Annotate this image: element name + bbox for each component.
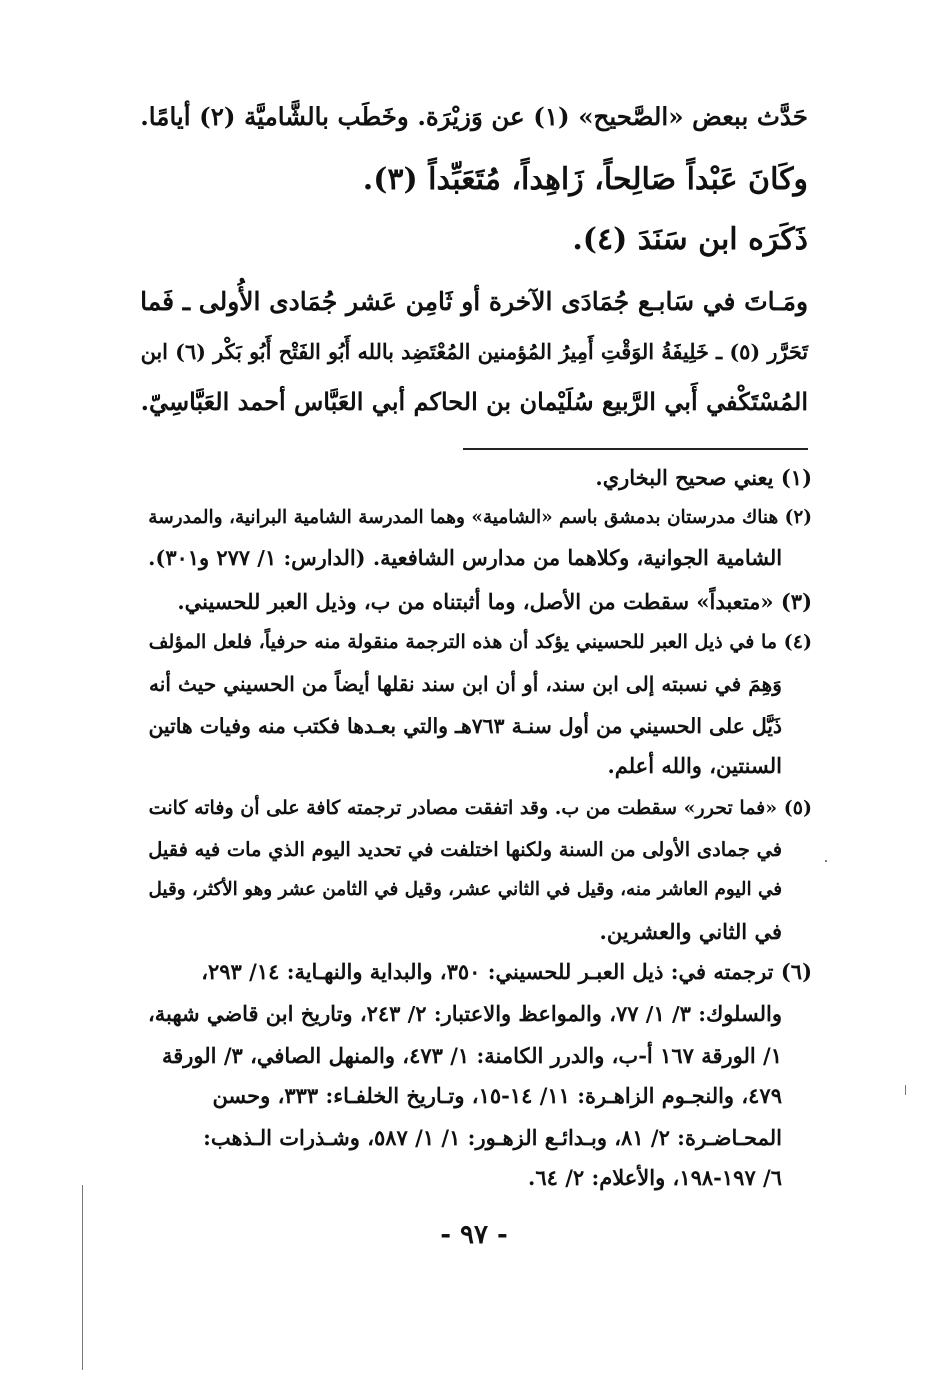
main-line-6: المُسْتَكْفي أَبي الرَّبيع سُلَيْمان بن الحاكم أبي العَبَّاس أحمد العَبَّاسِيّ.	[140, 387, 808, 416]
main-line-5: تَحَرَّر (٥) ـ خَلِيفَةُ الوَقْتِ أَمِيرُ المُؤمنين المُعْتَضِد بالله أَبُو الفَتْح أَبُو بَكْر (٦) ابن	[140, 340, 808, 364]
main-line-3: ذَكَرَه ابن سَنَدَ (٤).	[572, 222, 808, 257]
main-line-1: حَدَّث ببعض «الصَّحيح» (١) عن وَزيْرَة. وخَطَب بالشَّاميَّة (٢) أيامًا.	[140, 102, 808, 131]
scan-dot-artifact	[905, 1085, 906, 1095]
footnote-line: (٤) ما في ذيل العبر للحسيني يؤكد أن هذه الترجمة منقولة منه حرفياً، فلعل المؤلف	[148, 631, 812, 653]
scan-line-artifact	[82, 1185, 83, 1370]
footnote-line: (١) يعني صحيح البخاري.	[595, 465, 812, 490]
main-line-2: وكَانَ عَبْداً صَالِحاً، زَاهِداً، مُتَعَبِّداً (٣).	[362, 162, 808, 197]
footnote-line: والسلوك: ٣/ ١/ ٧٧، والمواعظ والاعتبار: ٢/ ٢٤٣، وتاريخ ابن قاضي شهبة،	[148, 1001, 782, 1026]
footnote-line: في اليوم العاشر منه، وقيل في الثاني عشر، وقيل في الثامن عشر وهو الأكثر، وقيل	[148, 879, 782, 900]
footnote-line: (٥) «فما تحرر» سقطت من ب. وقد اتفقت مصادر ترجمته كافة على أن وفاته كانت	[148, 797, 812, 819]
footnote-line: المحـاضـرة: ٢/ ٨١، وبـدائـع الزهـور: ١/ ١/ ٥٨٧، وشـذرات الـذهب:	[203, 1125, 782, 1150]
page-number: - ٩٧ -	[440, 1220, 508, 1250]
main-line-4: ومَـاتَ في سَابـع جُمَادَى الآخرة أو ثَامِن عَشر جُمَادى الأُولى ـ فَما	[140, 287, 808, 316]
footnote-line: الشامية الجوانية، وكلاهما من مدارس الشافعية. (الدارس: ١/ ٢٧٧ و٣٠١).	[148, 545, 782, 570]
footnote-separator	[463, 448, 808, 450]
scan-dot-artifact	[825, 860, 827, 862]
footnote-line: (٢) هناك مدرستان بدمشق باسم «الشامية» وهما المدرسة الشامية البرانية، والمدرسة	[148, 507, 812, 528]
footnote-line: ١/ الورقة ١٦٧ أ-ب، والدرر الكامنة: ١/ ٤٧٣، والمنهل الصافي، ٣/ الورقة	[161, 1043, 782, 1068]
footnote-line: (٣) «متعبداً» سقطت من الأصل، وما أثبتناه من ب، وذيل العبر للحسيني.	[177, 589, 812, 614]
footnote-line: ذَيَّل على الحسيني من أول سنـة ٧٦٣هـ والتي بعـدها فكتب منه وفيات هاتين	[148, 714, 782, 738]
footnote-line: (٦) ترجمته في: ذيل العبـر للحسيني: ٣٥٠، والبداية والنهـاية: ١٤/ ٢٩٣،	[201, 959, 812, 984]
footnote-line: في الثاني والعشرين.	[599, 919, 782, 944]
footnote-line: في جمادى الأولى من السنة ولكنها اختلفت في تحديد اليوم الذي مات فيه فقيل	[148, 838, 782, 861]
footnote-line: السنتين، والله أعلم.	[607, 753, 782, 778]
footnote-line: ٤٧٩، والنجـوم الزاهـرة: ١١/ ١٤-١٥، وتـاريخ الخلفـاء: ٣٣٣، وحسن	[212, 1083, 782, 1108]
footnote-line: ٦/ ١٩٧-١٩٨، والأعلام: ٢/ ٦٤.	[528, 1165, 782, 1190]
footnote-line: وَهِمَ في نسبته إلى ابن سند، أو أن ابن سند نقلها أيضاً من الحسيني حيث أنه	[149, 672, 782, 696]
